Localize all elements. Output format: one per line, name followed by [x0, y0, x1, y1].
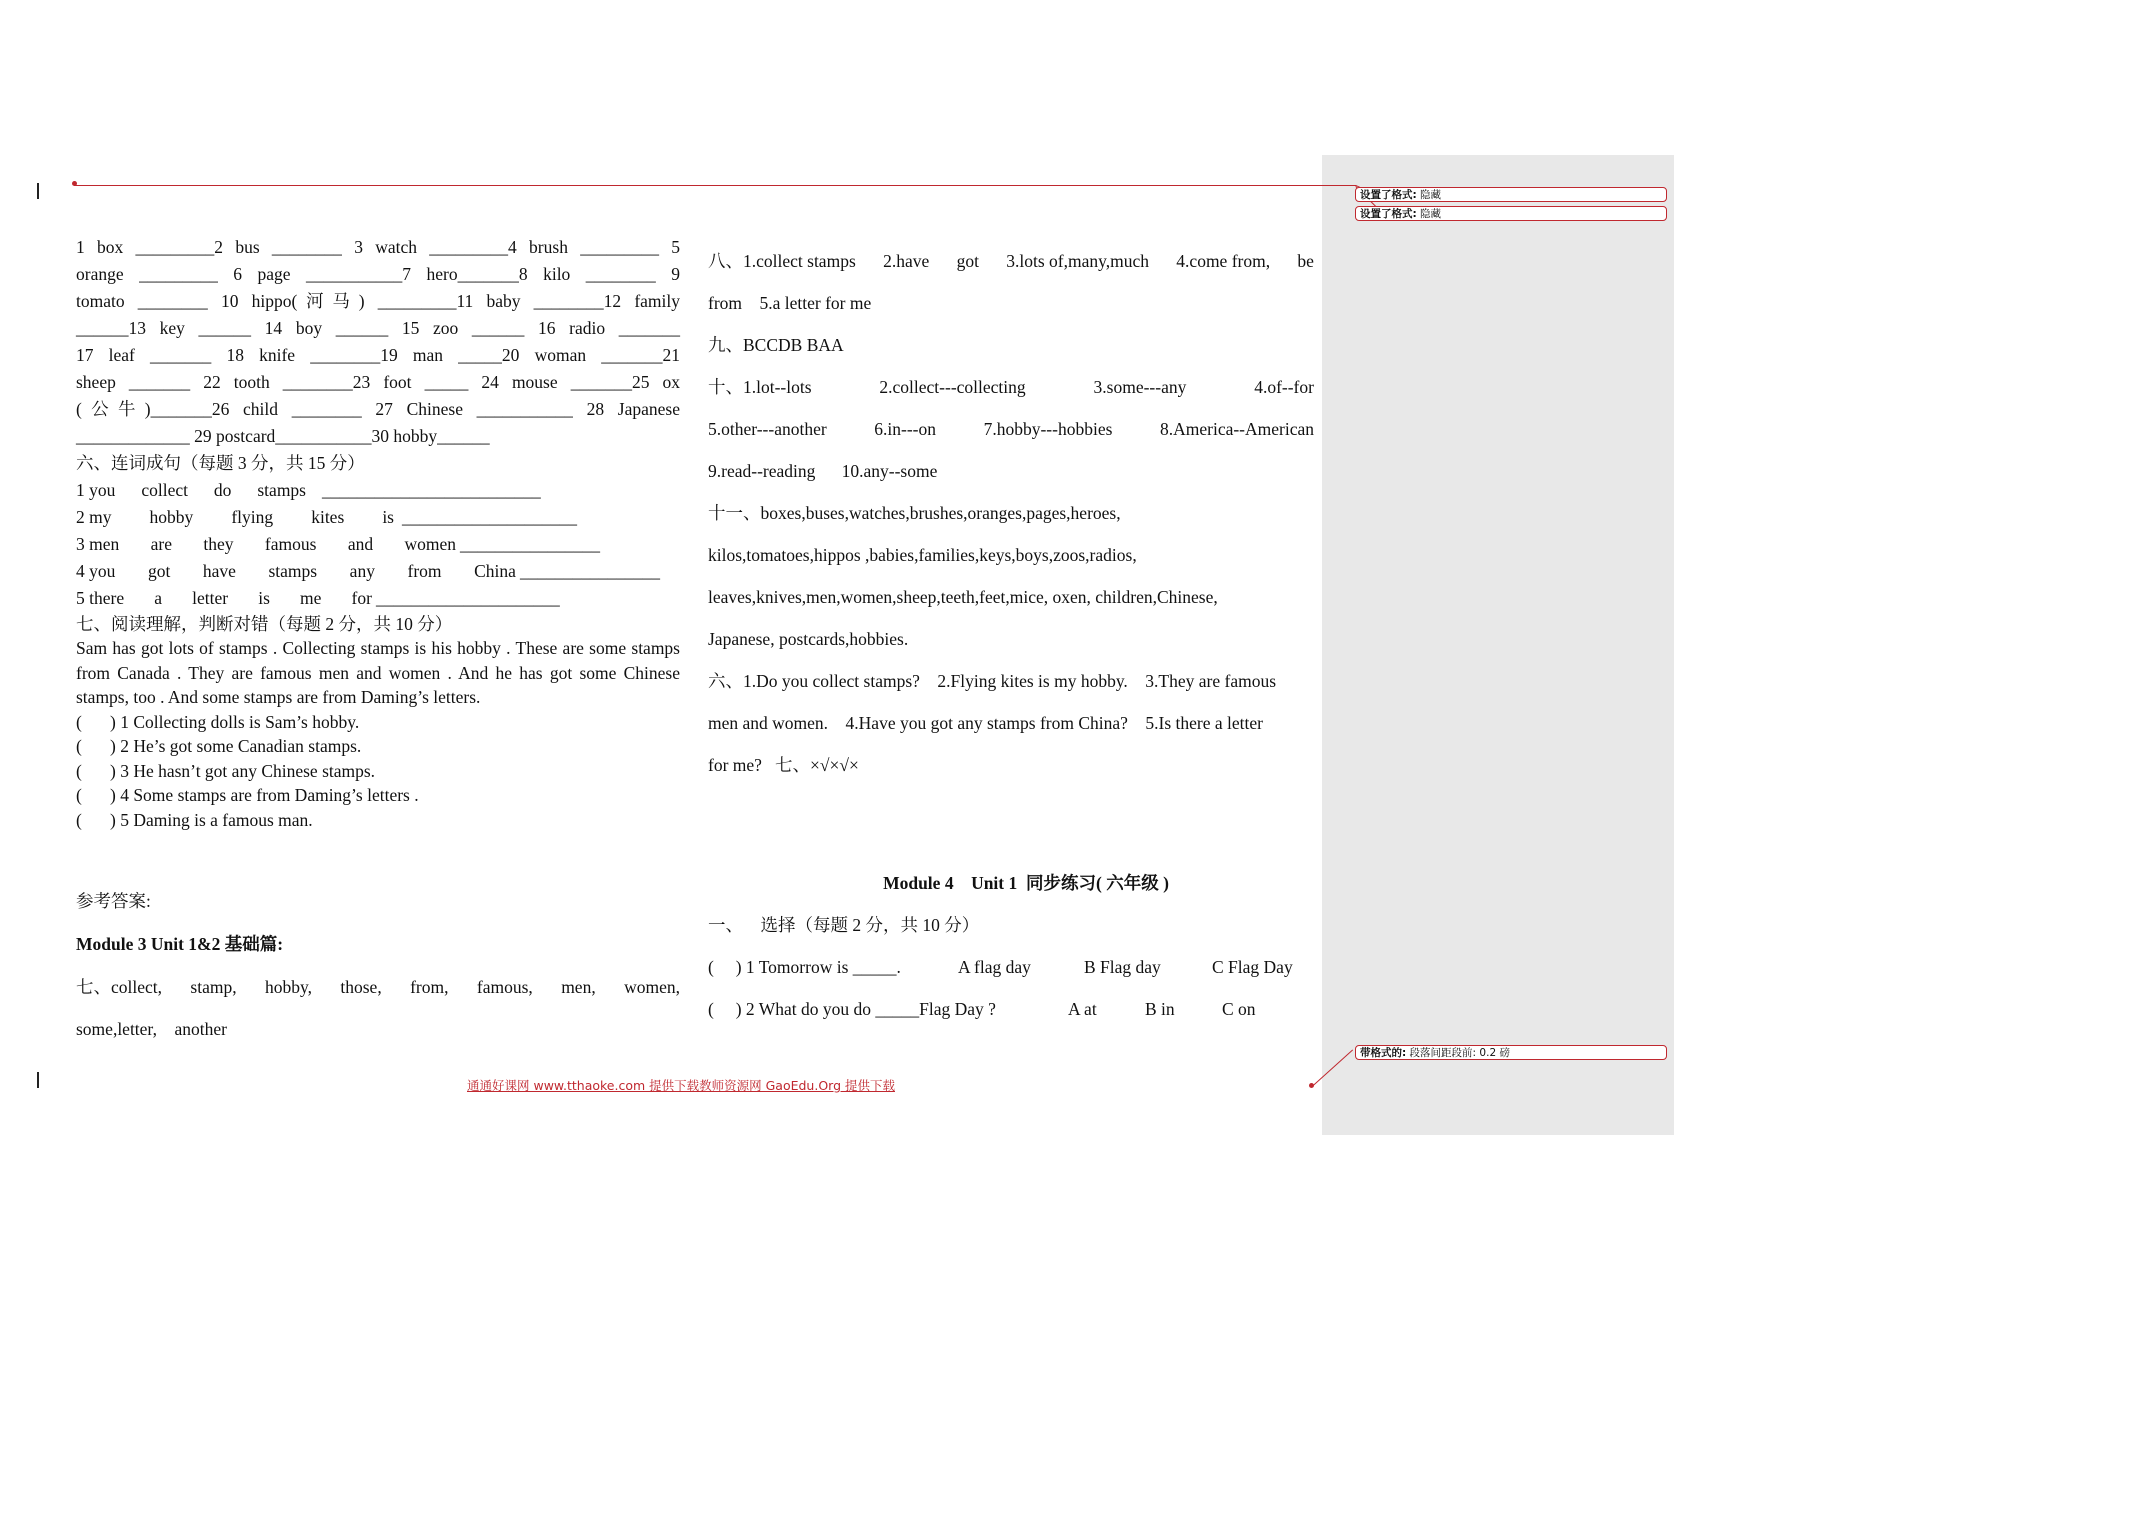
option-a: A flag day	[958, 957, 1031, 977]
answer-line	[76, 974, 680, 1001]
tf-text: ) 3 He hasn’t got any Chinese stamps.	[110, 760, 376, 781]
tf-item	[76, 710, 680, 735]
question-item	[708, 988, 1314, 1030]
comment-balloon[interactable]: 设置了格式: 隐藏	[1355, 206, 1667, 221]
answer-blank: _________________________	[322, 480, 541, 500]
word: 3.some---any	[1093, 377, 1187, 397]
answer-line: 九、BCCDB BAA	[708, 335, 844, 355]
tf-text: ) 4 Some stamps are from Daming’s letters .	[110, 785, 419, 805]
answer-blank: ____________________	[402, 507, 577, 527]
answer-paren: (	[76, 760, 82, 781]
answer-paren: (	[76, 736, 82, 756]
word: 7.hobby---hobbies	[983, 419, 1113, 439]
word: 4.of--for	[1254, 377, 1314, 397]
word: 七、collect,	[76, 977, 163, 997]
question-stem: ( ) 1 Tomorrow is _____.	[708, 957, 901, 977]
word: 8.America--American	[1159, 419, 1314, 439]
option-a: A at	[1068, 999, 1097, 1019]
answer-line	[708, 240, 1314, 282]
word: 5 there	[76, 588, 125, 608]
reading-passage: Sam has got lots of stamps . Collecting stamps is his hobby . These are some stamps from Canada . They are famous men and women . And he has got some Chinese stamps, too . And some stamps are from Daming’s letters.	[76, 638, 680, 707]
option-c: C on	[1222, 999, 1256, 1019]
option-c: C Flag Day	[1212, 957, 1293, 977]
word: 6.in---on	[874, 419, 937, 439]
vocab-exercise	[76, 234, 680, 450]
answer-line: from 5.a letter for me	[708, 293, 872, 313]
answer-line	[708, 408, 1314, 450]
answer-blank: _____________________	[376, 588, 560, 608]
comment-pane	[1322, 155, 1674, 1135]
vocab-line: sheep _______ 22 tooth ________23 foot _____ 24 mouse _______25 ox	[76, 372, 680, 392]
margin-bar-top	[37, 183, 39, 199]
sentence-item	[76, 558, 680, 585]
word: China	[474, 561, 516, 581]
tf-item	[76, 759, 680, 784]
word: flying	[231, 507, 274, 527]
word: 3 men	[76, 534, 120, 554]
answer-line: 六、1.Do you collect stamps? 2.Flying kites is my hobby. 3.They are famous	[708, 671, 1277, 691]
margin-bar-bottom	[37, 1072, 39, 1088]
answer-blank: ________________	[520, 561, 660, 581]
word: they	[203, 534, 234, 554]
word: are	[150, 534, 173, 554]
answer-line: 9.read--reading 10.any--some	[708, 461, 938, 481]
comment-connector-line	[74, 185, 1356, 186]
word: got	[956, 251, 979, 271]
answer-line: Japanese, postcards,hobbies.	[708, 629, 909, 649]
answer-line: some,letter, another	[76, 1019, 227, 1039]
vocab-line: orange _________ 6 page ___________7 hero_______8 kilo ________ 9	[76, 264, 680, 284]
word: men,	[561, 977, 596, 997]
section-title: 六、连词成句（每题 3 分，共 15 分）	[76, 453, 365, 473]
vocab-line: _____________ 29 postcard___________30 hobby______	[76, 426, 490, 446]
tf-text: ) 5 Daming is a famous man.	[110, 809, 313, 830]
word: for	[351, 588, 372, 608]
sentence-item	[76, 585, 680, 612]
word: women	[404, 534, 456, 554]
answer-line: kilos,tomatoes,hippos ,babies,families,keys,boys,zoos,radios,	[708, 545, 1137, 565]
sentence-item	[76, 531, 680, 558]
word: kites	[311, 507, 345, 527]
word: 4.come from,	[1176, 251, 1271, 271]
left-column	[76, 234, 680, 1043]
word: famous	[264, 534, 317, 554]
answers-label: 参考答案:	[76, 891, 151, 911]
answer-blank: ________________	[460, 534, 600, 554]
answer-line: men and women. 4.Have you got any stamps from China? 5.Is there a letter	[708, 713, 1263, 733]
word: is	[258, 588, 270, 608]
module-title: Module 4 Unit 1 同步练习( 六年级 )	[883, 873, 1169, 893]
question-item	[708, 946, 1314, 988]
anchor-mark	[72, 181, 77, 186]
answer-paren: (	[76, 785, 82, 805]
word: got	[147, 561, 171, 581]
word: stamps	[257, 480, 306, 500]
answer-line: 十一、boxes,buses,watches,brushes,oranges,pages,heroes,	[708, 503, 1121, 523]
word: do	[213, 480, 232, 500]
word: 1 you	[76, 480, 116, 500]
option-b: B in	[1145, 999, 1175, 1019]
section-title: 七、阅读理解，判断对错（每题 2 分，共 10 分）	[76, 614, 453, 634]
word: from	[407, 561, 442, 581]
vocab-line: (公牛)_______26 child ________ 27 Chinese ___________ 28 Japanese	[76, 399, 680, 419]
tf-item	[76, 783, 680, 808]
word: famous,	[476, 977, 533, 997]
word: 八、1.collect stamps	[708, 251, 856, 271]
sentence-item	[76, 477, 680, 504]
word: 2.have	[883, 251, 930, 271]
tf-text: ) 2 He’s got some Canadian stamps.	[110, 736, 362, 756]
question-stem: ( ) 2 What do you do _____Flag Day ?	[708, 999, 996, 1019]
word: stamps	[268, 561, 318, 581]
right-column	[708, 240, 1314, 1030]
word: any	[349, 561, 375, 581]
answer-line: for me? 七、×√×√×	[708, 755, 859, 775]
vocab-line: ______13 key ______ 14 boy ______ 15 zoo ______ 16 radio _______	[76, 318, 680, 338]
word: is	[382, 507, 394, 527]
comment-balloon[interactable]: 带格式的: 段落间距段前: 0.2 磅	[1355, 1045, 1667, 1060]
word: women,	[624, 977, 680, 997]
tf-item	[76, 808, 680, 833]
word: 4 you	[76, 561, 116, 581]
tf-text: ) 1 Collecting dolls is Sam’s hobby.	[110, 711, 360, 732]
answer-paren: (	[76, 711, 82, 732]
word: hobby	[149, 507, 194, 527]
section-title: 一、 选择（每题 2 分，共 10 分）	[708, 915, 980, 935]
answer-line: leaves,knives,men,women,sheep,teeth,feet,mice, oxen, children,Chinese,	[708, 587, 1218, 607]
word: 十、1.lot--lots	[708, 377, 812, 397]
word: collect	[141, 480, 188, 500]
footer-watermark[interactable]: 通通好课网 www.tthaoke.com 提供下载教师资源网 GaoEdu.Org 提供下载	[467, 1078, 895, 1093]
word: 2 my	[76, 507, 112, 527]
sentence-item	[76, 504, 680, 531]
word: letter	[192, 588, 229, 608]
word: 3.lots of,many,much	[1006, 251, 1149, 271]
comment-balloon[interactable]: 设置了格式: 隐藏	[1355, 187, 1667, 202]
word: stamp,	[190, 977, 237, 997]
answer-paren: (	[76, 809, 82, 830]
module-title: Module 3 Unit 1&2 基础篇:	[76, 934, 284, 954]
vocab-line: 17 leaf _______ 18 knife ________19 man _____20 woman _______21	[76, 345, 680, 365]
vocab-line: tomato ________ 10 hippo(河马) _________11 baby ________12 family	[76, 291, 680, 311]
option-b: B Flag day	[1084, 957, 1161, 977]
word: and	[347, 534, 374, 554]
word: 2.collect---collecting	[879, 377, 1026, 397]
answer-line	[708, 366, 1314, 408]
tf-item	[76, 734, 680, 759]
word: hobby,	[264, 977, 312, 997]
word: me	[300, 588, 322, 608]
word: be	[1297, 251, 1314, 271]
word: 5.other---another	[708, 419, 827, 439]
vocab-line: 1 box _________2 bus ________ 3 watch _________4 brush _________ 5	[76, 237, 680, 257]
anchor-mark	[1309, 1083, 1314, 1088]
word: those,	[340, 977, 382, 997]
word: a	[154, 588, 163, 608]
word: have	[202, 561, 236, 581]
word: from,	[410, 977, 449, 997]
